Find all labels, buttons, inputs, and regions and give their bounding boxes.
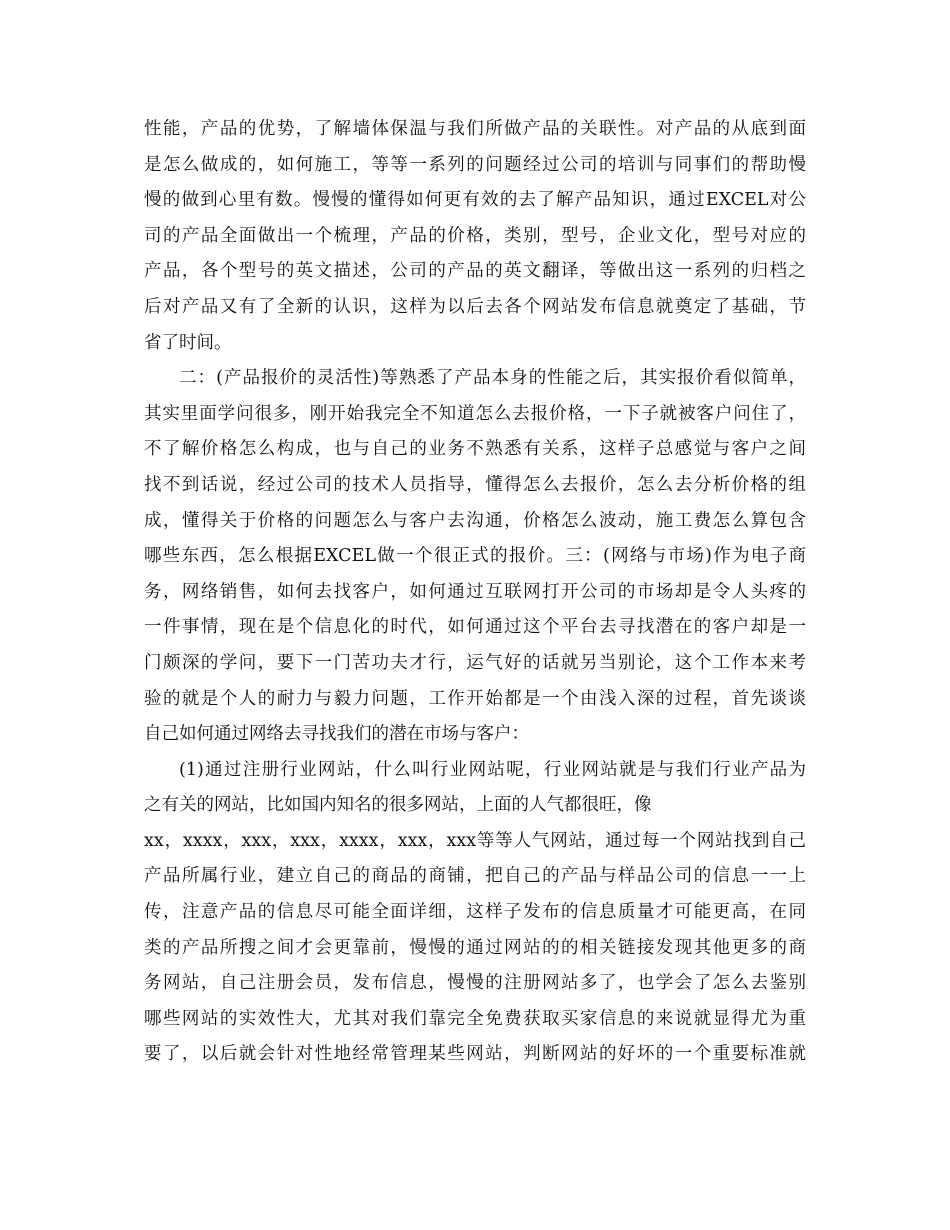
text-line: 不了解价格怎么构成，也与自己的业务不熟悉有关系，这样子总感觉与客户之间 <box>144 439 806 460</box>
text-line: 哪些东西，怎么根据EXCEL做一个很正式的报价。三：(网络与市场)作为电子商 <box>144 546 806 567</box>
text-line: 门颇深的学问，要下一门苦功夫才行，运气好的话就另当别论，这个工作本来考 <box>144 652 806 673</box>
text-line: 成，懂得关于价格的问题怎么与客户去沟通，价格怎么波动，施工费怎么算包含 <box>144 510 806 531</box>
text-line: 产品所属行业，建立自己的商品的商铺，把自己的产品与样品公司的信息一一上 <box>144 866 806 887</box>
text-line: 类的产品所搜之间才会更靠前，慢慢的通过网站的的相关链接发现其他更多的商 <box>144 937 806 958</box>
text-line: 后对产品又有了全新的认识，这样为以后去各个网站发布信息就奠定了基础，节 <box>144 296 806 317</box>
text-line: 自己如何通过网络去寻找我们的潜在市场与客户： <box>144 724 529 745</box>
paragraph-product-knowledge <box>144 112 806 361</box>
text-line: 找不到话说，经过公司的技术人员指导，懂得怎么去报价，怎么去分析价格的组 <box>144 474 806 495</box>
text-line: 是怎么做成的，如何施工，等等一系列的问题经过公司的培训与同事们的帮助慢 <box>144 154 806 175</box>
text-line: 之有关的网站，比如国内知名的很多网站，上面的人气都很旺，像 <box>144 795 652 816</box>
text-line: 传，注意产品的信息尽可能全面详细，这样子发布的信息质量才可能更高，在同 <box>144 902 806 923</box>
text-line: 二：(产品报价的灵活性)等熟悉了产品本身的性能之后，其实报价看似简单， <box>179 368 806 389</box>
text-line: 务网站，自己注册会员，发布信息，慢慢的注册网站多了，也学会了怎么去鉴别 <box>144 973 806 994</box>
text-line: 务，网络销售，如何去找客户，如何通过互联网打开公司的市场却是令人头疼的 <box>144 581 806 602</box>
text-line: 哪些网站的实效性大，尤其对我们靠完全免费获取买家信息的来说就显得尤为重 <box>144 1008 806 1029</box>
text-line: xx，xxxx，xxx，xxx，xxxx，xxx，xxx等等人气网站，通过每一个网站找到自己 <box>144 830 806 851</box>
text-line: 一件事情，现在是个信息化的时代，如何通过这个平台去寻找潜在的客户却是一 <box>144 617 806 638</box>
text-line: 其实里面学问很多，刚开始我完全不知道怎么去报价格，一下子就被客户问住了， <box>144 403 806 424</box>
paragraph-industry-websites <box>144 753 806 1073</box>
text-line: 产品，各个型号的英文描述，公司的产品的英文翻译，等做出这一系列的归档之 <box>144 261 806 282</box>
text-line: (1)通过注册行业网站，什么叫行业网站呢，行业网站就是与我们行业产品为 <box>179 759 806 780</box>
text-line: 要了，以后就会针对性地经常管理某些网站，判断网站的好坏的一个重要标准就 <box>144 1044 806 1065</box>
document-body <box>144 112 806 1073</box>
text-line: 司的产品全面做出一个梳理，产品的价格，类别，型号，企业文化，型号对应的 <box>144 225 806 246</box>
text-line: 省了时间。 <box>144 332 232 353</box>
text-line: 慢的做到心里有数。慢慢的懂得如何更有效的去了解产品知识，通过EXCEL对公 <box>144 190 806 211</box>
text-line: 性能，产品的优势，了解墙体保温与我们所做产品的关联性。对产品的从底到面 <box>144 119 806 139</box>
text-line: 验的就是个人的耐力与毅力问题，工作开始都是一个由浅入深的过程，首先谈谈 <box>144 688 806 709</box>
paragraph-pricing-and-market <box>144 361 806 753</box>
